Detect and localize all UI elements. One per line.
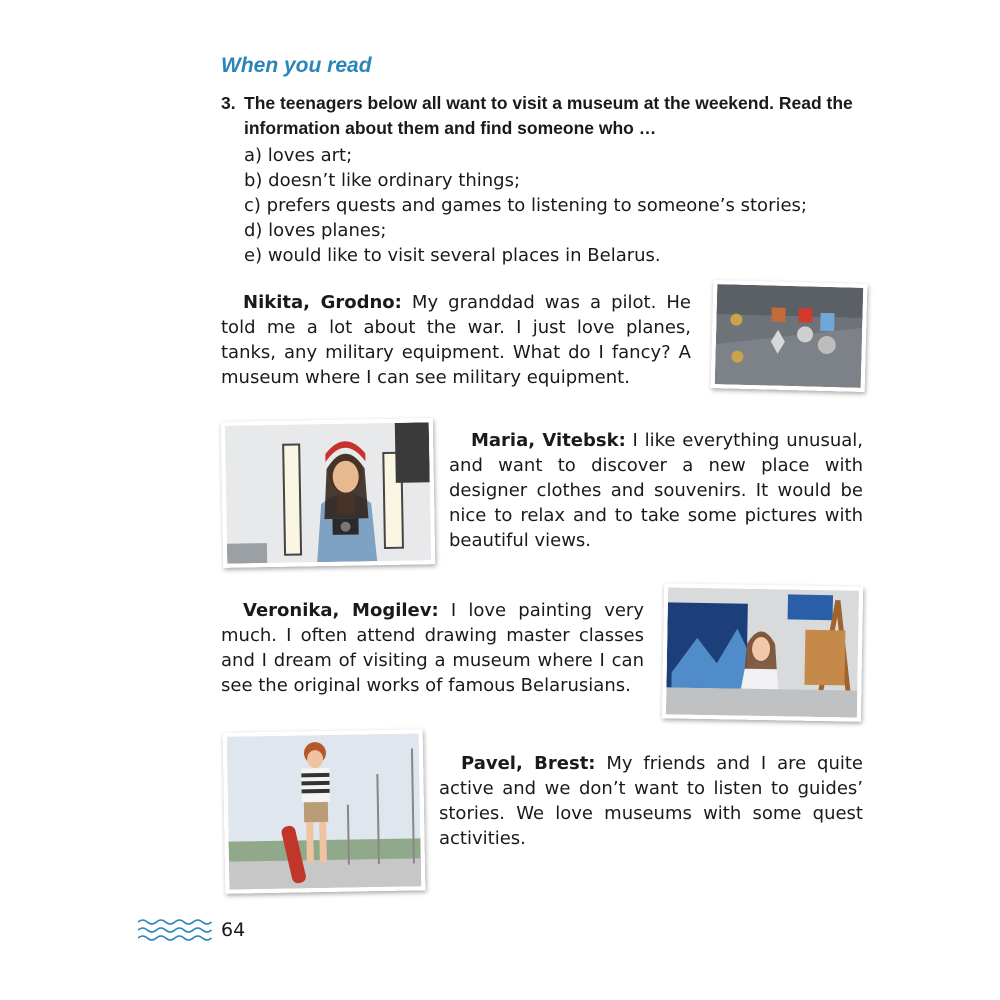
profile-text: I love painting very much. I often attend drawing master classes and I dream of visiting a museum where I can see the original works of famous Belarusians. [221, 600, 644, 696]
photo-skater-boy [223, 729, 426, 893]
options-list [244, 143, 807, 268]
profile-maria [449, 428, 863, 553]
section-title: When you read [221, 54, 372, 77]
profile-nikita [221, 290, 691, 390]
profile-text: I like everything unusual, and want to discover a new place with designer clothes and souvenirs. It would be nice to relax and to take some pictures with beautiful views. [449, 430, 863, 551]
profile-veronika [221, 598, 644, 698]
profile-name: Maria, Vitebsk: [471, 430, 626, 451]
task-instruction [221, 91, 871, 141]
option-b: b) doesn’t like ordinary things; [244, 170, 521, 191]
profile-name: Veronika, Mogilev: [243, 600, 439, 621]
profile-text: My friends and I are quite active and we don’t want to listen to guides’ stories. We love museums with some quest activities. [439, 753, 863, 849]
profile-name: Nikita, Grodno: [243, 292, 402, 313]
task-text: The teenagers below all want to visit a museum at the weekend. Read the information about them and find someone who … [244, 93, 853, 138]
photo-medals [711, 280, 868, 392]
profile-text: My granddad was a pilot. He told me a lot about the war. I just love planes, tanks, any military equipment. What do I fancy? A museum where I can see military equipment. [221, 292, 691, 388]
option-c: c) prefers quests and games to listening to someone’s stories; [244, 195, 807, 216]
option-d: d) loves planes; [244, 220, 387, 241]
task-number: 3. [221, 93, 236, 113]
profile-pavel [439, 751, 863, 851]
option-e: e) would like to visit several places in Belarus. [244, 245, 661, 266]
profile-name: Pavel, Brest: [461, 753, 596, 774]
option-a: a) loves art; [244, 145, 353, 166]
photo-painter-girl [662, 583, 863, 721]
waves-icon [138, 918, 212, 948]
photo-photographer-girl [221, 418, 436, 568]
page-number: 64 [221, 919, 246, 941]
